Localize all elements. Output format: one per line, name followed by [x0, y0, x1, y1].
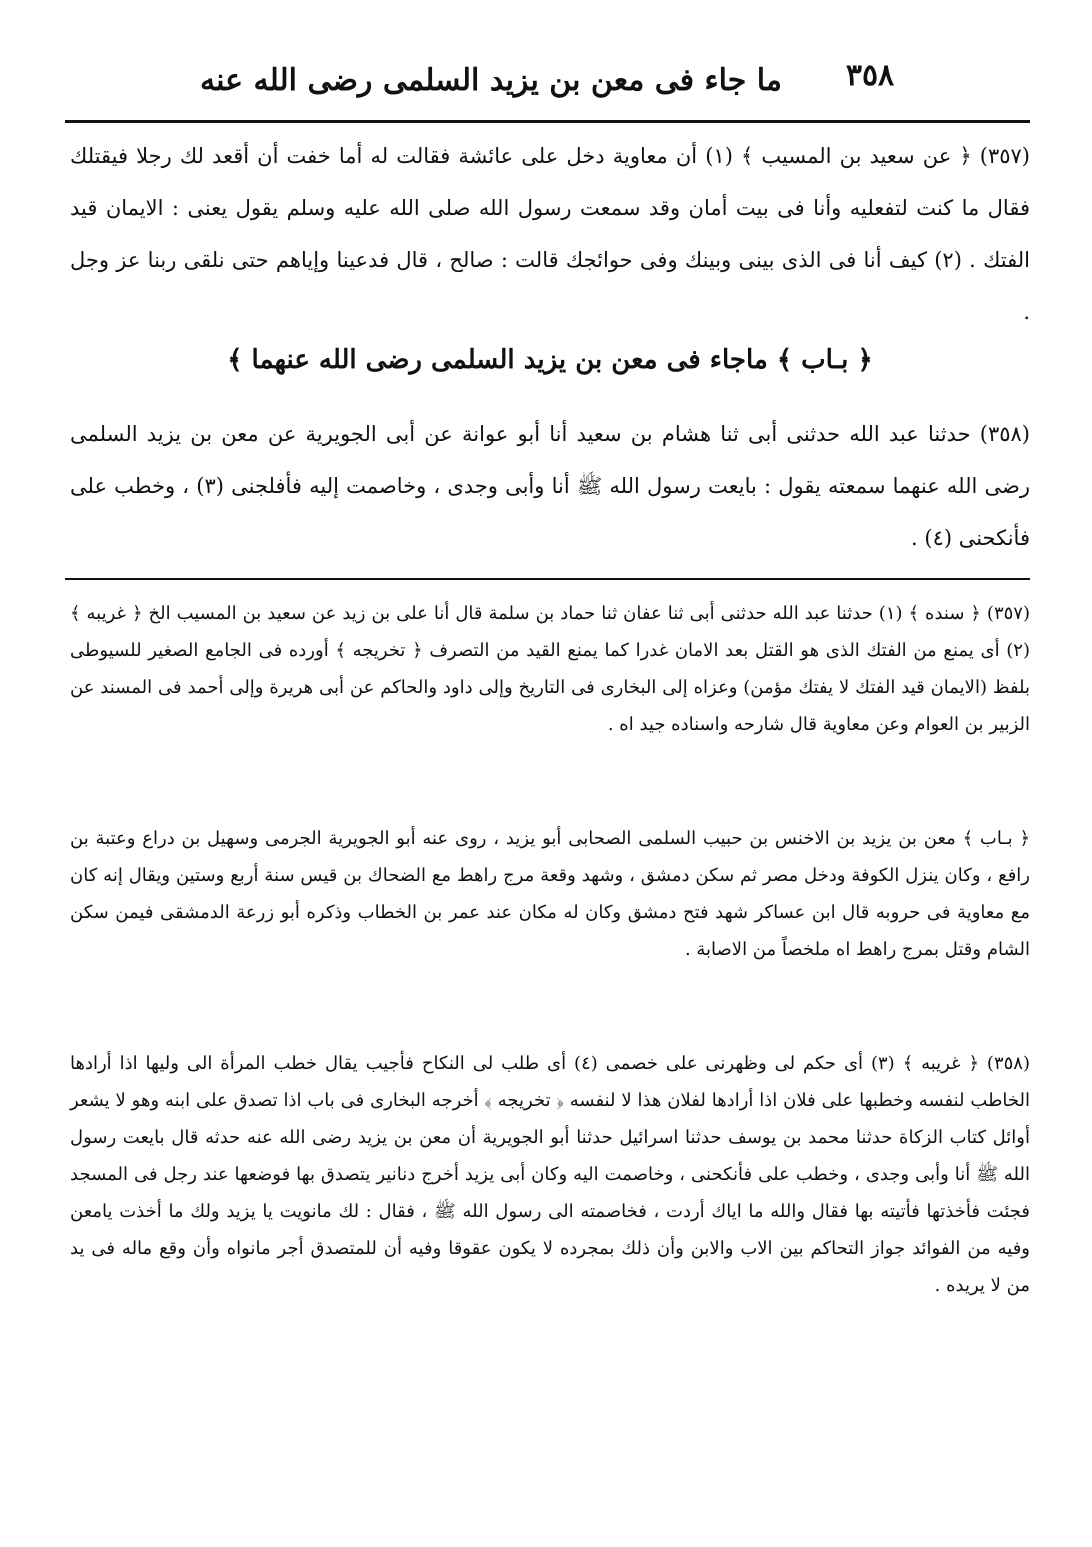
- footnote-358: [70, 1045, 1030, 1304]
- running-header: [70, 55, 912, 105]
- chapter-heading: ﴿ بـاب ﴾ ماجاء فى معن بن يزيد السلمى رضى الله عنهما ﴾: [227, 345, 873, 375]
- hadith-358-block: [70, 408, 1030, 564]
- footnote-divider: [65, 578, 1030, 580]
- page-title: ما جاء فى معن بن يزيد السلمى رضى الله عنه: [200, 62, 782, 98]
- footnote-bab-text: ﴿ بـاب ﴾ معن بن يزيد بن الاخنس بن حبيب السلمى الصحابى أبو يزيد ، روى عنه أبو الجويرية الجرمى وسهيل بن دراع وعتبة بن رافع ، وكان ينزل الكوفة ودخل مصر ثم سكن دمشق ، وشهد وقعة مرج راهط مع الضحاك بن قيس سنة أربع وستين ويقال إنه كان مع معاوية فى حروبه قال ابن عساكر شهد فتح دمشق وكان له مكان عند عمر بن الخطاب وذكره أبو زرعة الدمشقى فيمن سكن الشام وقتل بمرج راهط اه ملخصاً من الاصابة .: [70, 828, 1030, 960]
- hadith-357-block: [70, 130, 1030, 338]
- page-number: ٣٥٨: [845, 58, 895, 93]
- hadith-358-text: (٣٥٨) حدثنا عبد الله حدثنى أبى ثنا هشام بن سعيد أنا أبو عوانة عن أبى الجويرية عن معن بن يزيد السلمى رضى الله عنهما سمعته يقول : بايعت رسول الله ﷺ أنا وأبى وجدى ، وخاصمت إليه فأفلجنى (٣) ، وخطب على فأنكحنى (٤) .: [70, 422, 1030, 550]
- header-divider: [65, 120, 1030, 123]
- footnote-bab: [70, 820, 1030, 968]
- footnote-357: [70, 595, 1030, 743]
- footnote-357-text: (٣٥٧) ﴿ سنده ﴾ (١) حدثنا عبد الله حدثنى أبى ثنا عفان ثنا حماد بن سلمة قال أنا على بن زيد عن سعيد بن المسيب الخ ﴿ غريبه ﴾ (٢) أى يمنع من الفتك الذى هو القتل بعد الامان غدرا كما يمنع القيد من التصرف ﴿ تخريجه ﴾ أورده فى الجامع الصغير للسيوطى بلفظ (الايمان قيد الفتك لا يفتك مؤمن) وعزاه إلى البخارى فى التاريخ وإلى داود والحاكم عن أبى هريرة وإلى أحمد فى المسند عن الزبير بن العوام وعن معاوية قال شارحه واسناده جيد اه .: [70, 603, 1030, 735]
- hadith-357-text: (٣٥٧) ﴿ عن سعيد بن المسيب ﴾ (١) أن معاوية دخل على عائشة فقالت له أما خفت أن أقعد لك رجلا فيقتلك فقال ما كنت لتفعليه وأنا فى بيت أمان وقد سمعت رسول الله صلى الله عليه وسلم يقول يعنى : الايمان قيد الفتك . (٢) كيف أنا فى الذى بينى وبينك وفى حوائجك قالت : صالح ، قال فدعينا وإياهم حتى نلقى ربنا عز وجل .: [70, 144, 1030, 324]
- footnote-358-text: (٣٥٨) ﴿ غريبه ﴾ (٣) أى حكم لى وظهرنى على خصمى (٤) أى طلب لى النكاح فأجيب يقال خطب المرأة الى وليها اذا أرادها الخاطب لنفسه وخطبها على فلان اذا أرادها لفلان هذا لا لنفسه ﴿ تخريجه ﴾ أخرجه البخارى فى باب اذا تصدق على ابنه وهو لا يشعر أوائل كتاب الزكاة حدثنا محمد بن يوسف حدثنا اسرائيل حدثنا أبو الجويرية أن معن بن يزيد رضى الله عنه حدثه قال بايعت رسول الله ﷺ أنا وأبى وجدى ، وخطب على فأنكحنى ، وخاصمت اليه وكان أبى يزيد أخرج دنانير يتصدق بها فوضعها عند رجل فى المسجد فجئت فأخذتها فأتيته بها فقال والله ما اياك أردت ، فخاصمته الى رسول الله ﷺ ، فقال : لك مانويت يا يزيد ولك ما أخذت يامعن وفيه من الفوائد جواز التحاكم بين الاب والابن وأن ذلك بمجرده لا يكون عقوقا وفيه أن للمتصدق أجر مانواه وأن وقع ماله فى يد من لا يريده .: [70, 1053, 1031, 1296]
